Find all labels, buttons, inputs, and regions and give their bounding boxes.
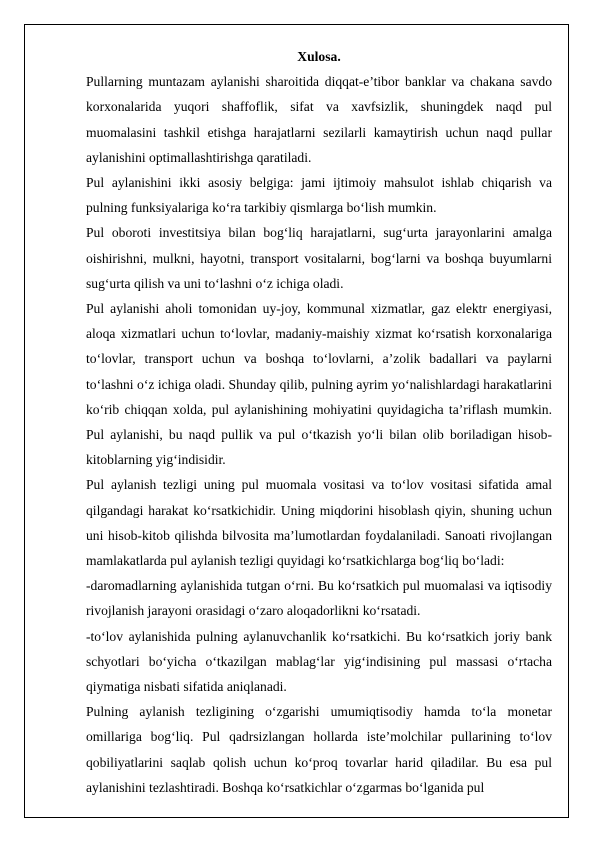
paragraph: -daromadlarning aylanishida tutgan o‘rni. Bu ko‘rsatkich pul muomalasi va iqtisodiy rivojlanish jarayoni orasidagi o‘zaro aloqadorlikni ko‘rsatadi. [86,578,552,619]
paragraph: Pul aylanish tezligi uning pul muomala vositasi va to‘lov vositasi sifatida amal qilgandagi harakat ko‘rsatkichidir. Uning miqdorini hisoblash qiyin, shuning uchun uni hisob-kitob qilishda bilvosita ma’lumotlardan foydalaniladi. Sanoati rivojlangan mamlakatlarda pul aylanish tezligi quyidagi ko‘rsatkichlarga bog‘liq bo‘ladi: [86,477,552,569]
document-title: Xulosa. [297,49,341,64]
paragraph: Pulning aylanish tezligining o‘zgarishi umumiqtisodiy hamda to‘la monetar omillariga bog‘liq. Pul qadrsizlangan hollarda iste’molchilar pullarining to‘lov qobiliyatlarini saqlab qolish uchun ko‘proq tovarlar harid qiladilar. Bu esa pul aylanishini tezlashtiradi. Boshqa ko‘rsatkichlar o‘zgarmas bo‘lganida pul [86,704,552,795]
paragraph: Pul aylanishini ikki asosiy belgiga: jami ijtimoiy mahsulot ishlab chiqarish va pulning funksiyalariga ko‘ra tarkibiy qismlarga bo‘lish mumkin. [86,175,552,216]
paragraph: Pullarning muntazam aylanishi sharoitida diqqat-e’tibor banklar va chakana savdo korxonalarida yuqori shaffoflik, sifat va xavfsizlik, shuningdek naqd pul muomalasini tashkil etishga harajatlarni sezilarli kamaytirish uchun naqd pullar aylanishini optimallashtirishga qaratiladi. [86,74,552,165]
paragraph: Pul oboroti investitsiya bilan bog‘liq harajatlarni, sug‘urta jarayonlarini amalga oishirishni, mulkni, hayotni, transport vositalarni, bog‘larni va boshqa buyumlarni sug‘urta qilish va uni to‘lashni o‘z ichiga oladi. [86,225,552,291]
document-body [86,44,552,800]
paragraph: Pul aylanishi aholi tomonidan uy-joy, kommunal xizmatlar, gaz elektr energiyasi, aloqa xizmatlari uchun to‘lovlar, madaniy-maishiy xizmat ko‘rsatish korxonalariga to‘lovlar, transport uchun va boshqa to‘lovlarni, a’zolik badallari va paylarni to‘lashni o‘z ichiga oladi. Shunday qilib, pulning ayrim yo‘nalishlardagi harakatlarini ko‘rib chiqqan xolda, pul aylanishining mohiyatini quyidagicha ta’riflash mumkin. Pul aylanishi, bu naqd pullik va pul o‘tkazish yo‘li bilan olib boriladigan hisob-kitoblarning yig‘indisidir. [86,301,552,468]
paragraph: -to‘lov aylanishida pulning aylanuvchanlik ko‘rsatkichi. Bu ko‘rsatkich joriy bank schyotlari bo‘yicha o‘tkazilgan mablag‘lar yig‘indisining pul massasi o‘rtacha qiymatiga nisbati sifatida aniqlanadi. [86,628,552,695]
